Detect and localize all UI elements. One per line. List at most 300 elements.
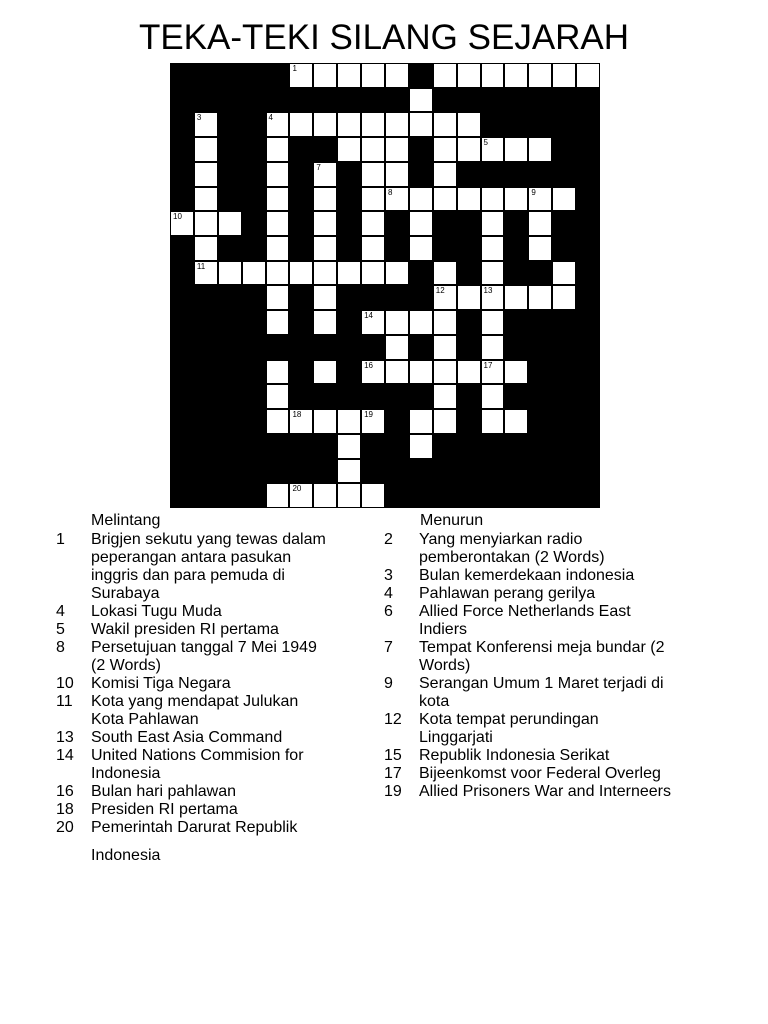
crossword-cell[interactable]	[266, 236, 290, 261]
crossword-cell[interactable]	[313, 236, 337, 261]
crossword-cell[interactable]	[385, 63, 409, 88]
crossword-block	[242, 434, 266, 459]
crossword-cell[interactable]	[266, 483, 290, 508]
crossword-block	[194, 285, 218, 310]
crossword-cell[interactable]	[433, 285, 457, 310]
across-clue	[56, 819, 326, 837]
crossword-cell[interactable]	[385, 310, 409, 335]
crossword-block	[528, 162, 552, 187]
across-clue	[56, 639, 326, 675]
crossword-block	[170, 360, 194, 385]
crossword-block	[528, 310, 552, 335]
cell-number: 20	[292, 484, 302, 494]
crossword-block	[313, 459, 337, 484]
crossword-cell[interactable]	[266, 211, 290, 236]
crossword-block	[385, 409, 409, 434]
crossword-block	[170, 88, 194, 113]
crossword-block	[218, 162, 242, 187]
crossword-cell[interactable]	[481, 187, 505, 212]
crossword-block	[242, 137, 266, 162]
crossword-cell[interactable]	[481, 384, 505, 409]
crossword-cell[interactable]	[433, 137, 457, 162]
down-clue	[384, 765, 674, 783]
across-clue	[56, 531, 326, 603]
crossword-cell[interactable]	[313, 63, 337, 88]
crossword-block	[313, 335, 337, 360]
crossword-block	[289, 310, 313, 335]
crossword-block	[409, 459, 433, 484]
crossword-cell[interactable]	[170, 211, 194, 236]
crossword-block	[170, 112, 194, 137]
clue-number: 19	[384, 783, 402, 800]
crossword-block	[266, 335, 290, 360]
crossword-cell[interactable]	[218, 211, 242, 236]
crossword-block	[242, 211, 266, 236]
crossword-block	[242, 483, 266, 508]
crossword-cell[interactable]	[433, 261, 457, 286]
cell-number: 14	[364, 311, 374, 321]
crossword-block	[218, 236, 242, 261]
crossword-cell[interactable]	[385, 261, 409, 286]
crossword-cell[interactable]	[409, 211, 433, 236]
across-clue	[56, 603, 326, 621]
crossword-cell[interactable]	[528, 137, 552, 162]
crossword-block	[457, 409, 481, 434]
crossword-cell[interactable]	[457, 63, 481, 88]
crossword-cell[interactable]	[266, 112, 290, 137]
crossword-block	[457, 335, 481, 360]
crossword-block	[218, 434, 242, 459]
crossword-block	[361, 384, 385, 409]
crossword-block	[409, 261, 433, 286]
crossword-block	[409, 285, 433, 310]
crossword-cell[interactable]	[313, 310, 337, 335]
crossword-block	[289, 285, 313, 310]
crossword-cell[interactable]	[361, 409, 385, 434]
crossword-cell[interactable]	[337, 459, 361, 484]
crossword-cell[interactable]	[266, 187, 290, 212]
crossword-block	[409, 335, 433, 360]
page-title: TEKA-TEKI SILANG SEJARAH	[138, 18, 630, 57]
crossword-cell[interactable]	[337, 409, 361, 434]
crossword-cell[interactable]	[337, 112, 361, 137]
clue-text: Kota yang mendapat Julukan Kota Pahlawan	[91, 693, 299, 728]
clue-number: 6	[384, 603, 393, 620]
crossword-cell[interactable]	[266, 285, 290, 310]
crossword-block	[576, 285, 600, 310]
clue-text: Persetujuan tanggal 7 Mei 1949 (2 Words)	[91, 639, 317, 674]
crossword-grid	[170, 63, 600, 508]
crossword-block	[481, 162, 505, 187]
crossword-block	[552, 409, 576, 434]
cell-number: 2	[410, 63, 416, 72]
clue-text: Pahlawan perang gerilya	[419, 585, 596, 602]
crossword-cell[interactable]	[266, 137, 290, 162]
crossword-block	[576, 162, 600, 187]
crossword-block	[170, 187, 194, 212]
crossword-cell[interactable]	[266, 384, 290, 409]
crossword-cell[interactable]	[481, 211, 505, 236]
crossword-cell[interactable]	[528, 211, 552, 236]
crossword-cell[interactable]	[266, 310, 290, 335]
crossword-block	[170, 459, 194, 484]
crossword-cell[interactable]	[457, 137, 481, 162]
crossword-block	[385, 88, 409, 113]
clue-text: United Nations Commision for Indonesia	[91, 747, 304, 782]
crossword-block	[170, 384, 194, 409]
crossword-block	[457, 88, 481, 113]
crossword-block	[242, 310, 266, 335]
crossword-cell[interactable]	[385, 335, 409, 360]
crossword-cell[interactable]	[242, 261, 266, 286]
down-clue-list	[384, 531, 674, 801]
crossword-block	[504, 236, 528, 261]
clue-text: Tempat Konferensi meja bundar (2 Words)	[419, 639, 665, 674]
clue-number: 8	[56, 639, 65, 656]
crossword-cell[interactable]	[313, 112, 337, 137]
clue-number: 17	[384, 765, 402, 782]
crossword-cell[interactable]	[552, 187, 576, 212]
crossword-cell[interactable]	[409, 434, 433, 459]
crossword-block	[170, 63, 194, 88]
crossword-block	[481, 483, 505, 508]
crossword-cell[interactable]	[528, 63, 552, 88]
crossword-cell[interactable]	[385, 162, 409, 187]
crossword-block	[409, 384, 433, 409]
crossword-block	[361, 335, 385, 360]
crossword-cell[interactable]	[266, 162, 290, 187]
across-clue-list	[56, 531, 326, 837]
crossword-block	[266, 63, 290, 88]
crossword-cell[interactable]	[409, 310, 433, 335]
crossword-cell[interactable]	[313, 187, 337, 212]
crossword-block	[218, 285, 242, 310]
crossword-cell[interactable]	[481, 409, 505, 434]
crossword-cell[interactable]	[361, 360, 385, 385]
crossword-cell[interactable]	[194, 162, 218, 187]
clue-text: Bijeenkomst voor Federal Overleg	[419, 765, 661, 782]
crossword-block	[218, 137, 242, 162]
cell-number: 16	[364, 360, 374, 370]
crossword-block	[170, 310, 194, 335]
crossword-cell[interactable]	[385, 187, 409, 212]
crossword-block	[242, 162, 266, 187]
crossword-block	[289, 187, 313, 212]
crossword-block	[194, 310, 218, 335]
crossword-block	[361, 285, 385, 310]
crossword-cell[interactable]	[504, 285, 528, 310]
crossword-block	[552, 335, 576, 360]
crossword-cell[interactable]	[481, 236, 505, 261]
crossword-cell[interactable]	[433, 187, 457, 212]
crossword-block	[337, 285, 361, 310]
clue-number: 9	[384, 675, 393, 692]
crossword-cell[interactable]	[194, 187, 218, 212]
crossword-block	[385, 434, 409, 459]
crossword-block	[266, 88, 290, 113]
crossword-cell[interactable]	[504, 360, 528, 385]
clue-text: Bulan hari pahlawan	[91, 783, 236, 800]
crossword-cell[interactable]	[266, 409, 290, 434]
cell-number: 6	[578, 137, 583, 147]
crossword-cell[interactable]	[194, 112, 218, 137]
crossword-block	[504, 112, 528, 137]
crossword-cell[interactable]	[433, 335, 457, 360]
across-clue	[56, 675, 326, 693]
crossword-cell[interactable]	[337, 261, 361, 286]
crossword-cell[interactable]	[504, 187, 528, 212]
crossword-block	[361, 459, 385, 484]
crossword-block	[194, 459, 218, 484]
down-clue	[384, 603, 674, 639]
crossword-cell[interactable]	[552, 261, 576, 286]
crossword-block	[242, 384, 266, 409]
crossword-cell[interactable]	[457, 360, 481, 385]
clue-number: 1	[56, 531, 65, 548]
crossword-cell[interactable]	[433, 360, 457, 385]
crossword-block	[289, 360, 313, 385]
crossword-block	[504, 335, 528, 360]
cell-number: 4	[268, 113, 273, 123]
crossword-block	[504, 261, 528, 286]
crossword-cell[interactable]	[361, 310, 385, 335]
down-clue	[384, 639, 674, 675]
crossword-cell[interactable]	[337, 137, 361, 162]
crossword-block	[552, 384, 576, 409]
crossword-block	[528, 112, 552, 137]
crossword-cell[interactable]	[409, 88, 433, 113]
down-heading: Menurun	[420, 512, 484, 529]
down-clue	[384, 531, 674, 567]
crossword-block	[361, 434, 385, 459]
crossword-cell[interactable]	[552, 285, 576, 310]
crossword-cell[interactable]	[361, 236, 385, 261]
crossword-cell[interactable]	[481, 63, 505, 88]
crossword-cell[interactable]	[409, 409, 433, 434]
crossword-cell[interactable]	[289, 63, 313, 88]
crossword-cell[interactable]	[481, 137, 505, 162]
crossword-cell[interactable]	[361, 162, 385, 187]
clue-text: Allied Force Netherlands East Indiers	[419, 603, 631, 638]
crossword-cell[interactable]	[481, 310, 505, 335]
cell-number: 1	[292, 64, 297, 73]
crossword-block	[576, 88, 600, 113]
crossword-block	[576, 187, 600, 212]
crossword-cell[interactable]	[504, 137, 528, 162]
across-clue	[56, 801, 326, 819]
crossword-cell[interactable]	[385, 112, 409, 137]
crossword-cell[interactable]	[194, 211, 218, 236]
crossword-block	[218, 335, 242, 360]
crossword-block	[576, 211, 600, 236]
crossword-cell[interactable]	[313, 162, 337, 187]
crossword-block	[313, 384, 337, 409]
crossword-block	[409, 137, 433, 162]
crossword-cell[interactable]	[457, 112, 481, 137]
crossword-block	[194, 483, 218, 508]
crossword-block	[385, 211, 409, 236]
crossword-cell[interactable]	[361, 187, 385, 212]
clue-text: South East Asia Command	[91, 729, 283, 746]
crossword-block	[576, 261, 600, 286]
crossword-cell[interactable]	[313, 285, 337, 310]
crossword-block	[313, 434, 337, 459]
cell-number: 18	[292, 410, 302, 420]
crossword-block	[504, 88, 528, 113]
crossword-block	[504, 384, 528, 409]
crossword-block	[313, 88, 337, 113]
down-clue	[384, 747, 674, 765]
crossword-cell[interactable]	[266, 261, 290, 286]
clue-number: 5	[56, 621, 65, 638]
crossword-cell[interactable]	[313, 409, 337, 434]
crossword-cell[interactable]	[313, 360, 337, 385]
crossword-cell[interactable]	[361, 63, 385, 88]
clue-number: 18	[56, 801, 74, 818]
crossword-block	[457, 434, 481, 459]
crossword-cell[interactable]	[528, 285, 552, 310]
crossword-block	[218, 409, 242, 434]
crossword-block	[528, 335, 552, 360]
cell-number: 7	[316, 162, 321, 172]
crossword-cell[interactable]	[457, 285, 481, 310]
clue-number: 16	[56, 783, 74, 800]
clue-number: 4	[384, 585, 393, 602]
crossword-cell[interactable]	[385, 360, 409, 385]
cell-number: 15	[291, 359, 301, 369]
crossword-block	[528, 88, 552, 113]
crossword-block	[576, 409, 600, 434]
crossword-block	[289, 434, 313, 459]
crossword-cell[interactable]	[361, 112, 385, 137]
crossword-cell[interactable]	[194, 236, 218, 261]
crossword-cell[interactable]	[481, 360, 505, 385]
crossword-block	[576, 360, 600, 385]
crossword-cell[interactable]	[194, 137, 218, 162]
clue-number: 11	[56, 693, 73, 710]
crossword-cell[interactable]	[385, 137, 409, 162]
crossword-cell[interactable]	[528, 187, 552, 212]
crossword-block	[457, 162, 481, 187]
crossword-cell[interactable]	[194, 261, 218, 286]
crossword-block	[433, 459, 457, 484]
crossword-block	[504, 310, 528, 335]
crossword-block	[337, 384, 361, 409]
cell-number: 10	[173, 212, 182, 222]
crossword-cell[interactable]	[361, 261, 385, 286]
clue-text: Yang menyiarkan radio pemberontakan (2 Words)	[419, 531, 605, 566]
cell-number: 11	[196, 261, 206, 271]
crossword-block	[194, 88, 218, 113]
clue-number: 12	[384, 711, 402, 728]
clue-text: Republik Indonesia Serikat	[419, 747, 610, 764]
crossword-cell[interactable]	[361, 137, 385, 162]
crossword-cell[interactable]	[361, 483, 385, 508]
crossword-block	[528, 459, 552, 484]
crossword-block	[457, 261, 481, 286]
crossword-block	[170, 285, 194, 310]
crossword-block	[170, 335, 194, 360]
crossword-block	[385, 483, 409, 508]
crossword-block	[218, 187, 242, 212]
crossword-cell[interactable]	[528, 236, 552, 261]
crossword-cell[interactable]	[289, 112, 313, 137]
crossword-block	[552, 137, 576, 162]
clue-text: Komisi Tiga Negara	[91, 675, 231, 692]
crossword-block	[409, 63, 433, 88]
crossword-cell[interactable]	[289, 409, 313, 434]
crossword-cell[interactable]	[433, 310, 457, 335]
crossword-block	[242, 459, 266, 484]
crossword-block	[552, 112, 576, 137]
cell-number: 9	[531, 187, 536, 197]
clue-number: 2	[384, 531, 393, 548]
crossword-block	[218, 310, 242, 335]
crossword-cell[interactable]	[409, 112, 433, 137]
across-heading: Melintang	[91, 512, 161, 529]
crossword-cell[interactable]	[409, 360, 433, 385]
crossword-block	[409, 162, 433, 187]
crossword-cell[interactable]	[576, 63, 600, 88]
crossword-cell[interactable]	[433, 63, 457, 88]
crossword-cell[interactable]	[313, 211, 337, 236]
crossword-cell[interactable]	[313, 261, 337, 286]
crossword-block	[170, 137, 194, 162]
crossword-cell[interactable]	[409, 187, 433, 212]
crossword-cell[interactable]	[481, 285, 505, 310]
crossword-cell[interactable]	[361, 211, 385, 236]
crossword-cell[interactable]	[313, 483, 337, 508]
clue-number: 13	[56, 729, 74, 746]
crossword-cell[interactable]	[337, 63, 361, 88]
crossword-block	[266, 459, 290, 484]
crossword-block	[576, 434, 600, 459]
cell-number: 19	[364, 410, 374, 420]
crossword-cell[interactable]	[433, 384, 457, 409]
crossword-cell[interactable]	[289, 483, 313, 508]
crossword-cell[interactable]	[504, 409, 528, 434]
crossword-cell[interactable]	[481, 261, 505, 286]
crossword-block	[242, 187, 266, 212]
crossword-block	[481, 88, 505, 113]
crossword-block	[170, 236, 194, 261]
crossword-block	[481, 112, 505, 137]
crossword-cell[interactable]	[337, 483, 361, 508]
crossword-block	[242, 360, 266, 385]
crossword-cell[interactable]	[504, 63, 528, 88]
clue-text: Allied Prisoners War and Interneers	[419, 783, 671, 800]
clue-number: 3	[384, 567, 393, 584]
crossword-cell[interactable]	[218, 261, 242, 286]
crossword-cell[interactable]	[337, 434, 361, 459]
crossword-cell[interactable]	[289, 261, 313, 286]
clue-number: 10	[56, 675, 74, 692]
crossword-cell[interactable]	[457, 187, 481, 212]
crossword-cell[interactable]	[433, 409, 457, 434]
crossword-cell[interactable]	[433, 112, 457, 137]
crossword-block	[385, 236, 409, 261]
crossword-cell[interactable]	[433, 162, 457, 187]
crossword-block	[218, 63, 242, 88]
crossword-cell[interactable]	[481, 335, 505, 360]
crossword-block	[576, 483, 600, 508]
crossword-cell[interactable]	[266, 360, 290, 385]
crossword-block	[194, 360, 218, 385]
crossword-cell[interactable]	[409, 236, 433, 261]
crossword-cell[interactable]	[552, 63, 576, 88]
crossword-block	[576, 459, 600, 484]
clue-text: Presiden RI pertama	[91, 801, 238, 818]
